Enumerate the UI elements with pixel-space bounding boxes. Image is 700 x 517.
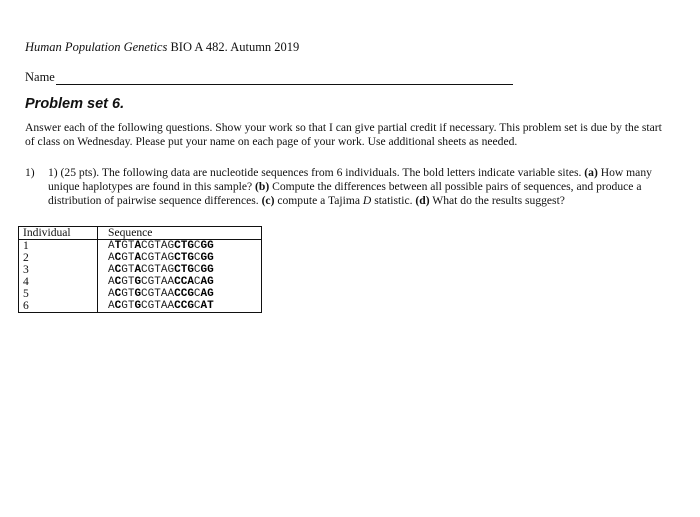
column-header-sequence: Sequence <box>98 227 262 240</box>
part-c-text: compute a Tajima <box>274 194 363 207</box>
part-c-label: (c) <box>261 194 275 207</box>
sequence-cell: ACGTGCGTAACCACAG <box>108 276 214 288</box>
individual-id: 4 <box>19 276 98 288</box>
table-header-row <box>19 227 262 240</box>
individual-id: 2 <box>19 252 98 264</box>
question-1-text <box>48 166 667 208</box>
sequence-cell: ACGTGCGTAACCGCAT <box>108 300 214 312</box>
sequence-cell: ACGTGCGTAACCGCAG <box>108 288 214 300</box>
course-header <box>25 40 299 55</box>
sequence-table <box>18 226 262 313</box>
individual-id: 5 <box>19 288 98 300</box>
name-label: Name <box>25 70 55 84</box>
name-field <box>25 70 513 85</box>
part-b-label: (b) <box>255 180 270 193</box>
individual-id: 3 <box>19 264 98 276</box>
question-number: 1) <box>25 166 35 179</box>
table-row <box>19 240 262 253</box>
table-row <box>19 276 262 288</box>
table-body <box>19 240 262 313</box>
table-row <box>19 288 262 300</box>
course-name: Human Population Genetics <box>25 40 168 54</box>
sequence-cell: ACGTACGTAGCTGCGG <box>108 252 214 264</box>
question-intro: 1) (25 pts). The following data are nucleotide sequences from 6 individuals. The bold letters indicate variable sites. <box>48 166 585 179</box>
sequence-cell: ATGTACGTAGCTGCGG <box>108 240 214 252</box>
table-row <box>19 252 262 264</box>
name-underline <box>56 72 513 85</box>
problem-set-title: Problem set 6. <box>25 96 125 112</box>
column-header-individual: Individual <box>19 227 98 240</box>
part-a-label: (a) <box>584 166 598 179</box>
part-a-text: How many unique haplotypes are found in this sample? <box>48 166 652 193</box>
table-row <box>19 264 262 276</box>
part-c-text-2: statistic. <box>371 194 416 207</box>
individual-id: 1 <box>19 240 98 253</box>
instructions-paragraph: Answer each of the following questions. Show your work so that I can give partial credit if necessary. This problem set is due by the start of class on Wednesday. Please put your name on each page of your work. Use additional sheets as needed. <box>25 121 662 148</box>
part-d-label: (d) <box>415 194 430 207</box>
question-1 <box>25 166 667 208</box>
part-b-text: Compute the differences between all possible pairs of sequences, and produce a distribution of pairwise sequence differences. <box>48 180 642 207</box>
table-row <box>19 300 262 313</box>
part-d-text: What do the results suggest? <box>429 194 565 207</box>
course-info: BIO A 482. Autumn 2019 <box>167 40 300 54</box>
tajima-d-symbol: D <box>362 194 372 207</box>
individual-id: 6 <box>19 300 98 313</box>
sequence-cell: ACGTACGTAGCTGCGG <box>108 264 214 276</box>
